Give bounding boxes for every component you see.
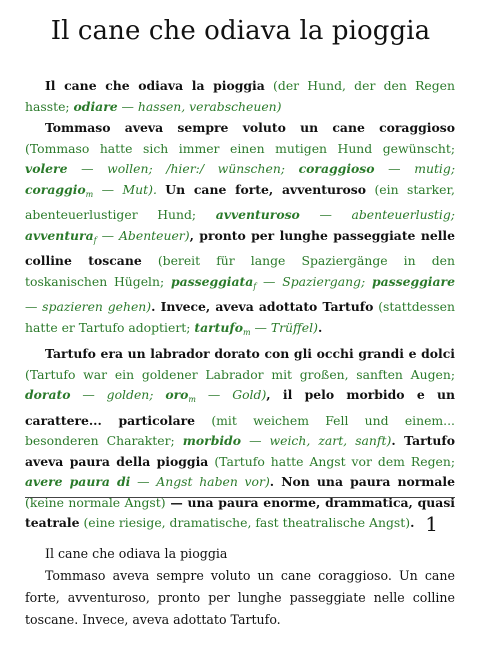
german-gloss: (mit weichem Fell und einem... besonderen Charakter; [25,412,455,448]
italian-text: . Tartufo aveva paura della pioggia [25,433,456,469]
vocab-definition: — hassen, verabscheuen) [117,98,282,114]
vocab-term: dorato [25,387,71,402]
gender-marker: f [93,235,97,245]
vocab-term: avventuroso [215,207,300,222]
vocab-definition: — Abenteuer) [96,227,190,243]
page-title: Il cane che odiava la pioggia [50,16,431,46]
german-gloss: (stattdessen hatte er Tartufo adoptiert; [25,299,455,335]
bilingual-text [25,76,455,535]
vocab-definition: — golden; [70,387,154,402]
gender-marker: f [253,281,257,291]
italian-text: Tommaso aveva sempre voluto un cane coraggioso [45,120,455,135]
italian-text: — una paura enorme, drammatica, quasi teatrale [25,494,455,530]
vocab-definition: — Mut). [93,181,157,197]
plain-text [25,543,455,631]
vocab-definition: — Trüffel) [250,319,318,335]
vocab-term: coraggioso [298,161,375,176]
vocab-term: oro [165,387,189,402]
vocab-term: odiare [73,98,118,114]
gender-marker: m [85,189,94,199]
vocab-term: avventura [25,227,94,243]
italian-text: Il cane che odiava la pioggia [45,78,265,93]
page-number: 1 [425,512,438,536]
vocab-definition: — Gold) [196,387,267,402]
vocab-term: morbido [182,433,241,448]
german-gloss: (keine normale Angst) [25,494,166,510]
divider [25,497,455,498]
vocab-definition: — spazieren gehen) [25,299,152,314]
paragraph [25,118,455,343]
paragraph [25,344,455,534]
vocab-term: coraggio [25,181,86,197]
german-gloss: (Tartufo war ein goldener Labrador mit großen, sanften Augen; [25,366,455,382]
vocab-term: passeggiare [371,273,455,289]
sentence-end: . [317,319,323,335]
gender-marker: m [242,327,251,337]
italian-text: , il pelo morbido e un carattere... particolare [25,387,456,428]
vocab-term: volere [25,161,68,176]
vocab-definition: — mutig; [374,161,455,176]
german-gloss: (ein starker, abenteuerlustiger Hund; [25,181,455,222]
german-gloss: (eine riesige, dramatische, fast theatralische Angst) [83,515,411,530]
vocab-definition: — weich, zart, sanft) [241,433,392,448]
vocab-term: passeggiata [170,273,254,289]
german-gloss: (bereit für lange Spaziergänge in den toskanischen Hügeln; [25,253,455,289]
vocab-definition: — abenteuerlustig; [299,207,455,222]
italian-text: , pronto per lunghe passeggiate nelle colline toscane [25,227,456,268]
vocab-definition: — Spaziergang; [256,273,366,289]
italian-text: . Invece, aveva adottato Tartufo [151,299,374,314]
vocab-term: tartufo [194,319,243,335]
italian-text: Un cane forte, avventuroso [165,181,367,197]
german-gloss: (der Hund, der den Regen hasste; [25,78,455,114]
german-gloss: (Tommaso hatte sich immer einen mutigen Hund gewünscht; [25,140,455,156]
vocab-definition: — wollen; /hier:/ wünschen; [67,161,285,176]
gender-marker: m [188,395,197,404]
sentence-end: . [410,515,415,530]
german-gloss: (Tartufo hatte Angst vor dem Regen; [214,453,455,469]
italian-text: . Non una paura normale [269,474,455,489]
vocab-term: avere paura di [25,474,131,489]
vocab-definition: — Angst haben vor) [130,474,270,489]
paragraph [25,76,455,117]
plain-paragraph: Tommaso aveva sempre voluto un cane coraggioso. Un cane forte, avventuroso, pronto per lunghe passeggiate nelle colline toscane. Invece, aveva adottato Tartufo. [25,568,455,627]
italian-text: Tartufo era un labrador dorato con gli occhi grandi e dolci [45,346,455,361]
plain-heading: Il cane che odiava la pioggia [45,546,228,561]
